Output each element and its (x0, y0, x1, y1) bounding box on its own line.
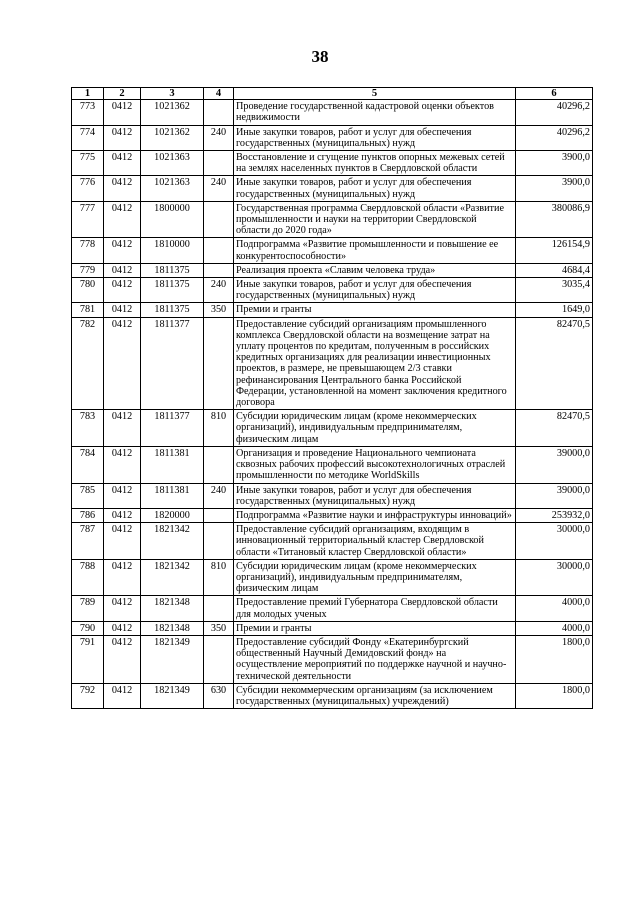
item-name: Государственная программа Свердловской области «Развитие промышленности и науки на территории Свердловской области до 2020 года» (234, 201, 516, 238)
row-number: 787 (72, 523, 104, 560)
amount: 39000,0 (516, 483, 593, 508)
section-code: 0412 (104, 100, 141, 125)
expense-type-code (204, 446, 234, 483)
table-row (72, 317, 593, 410)
expense-type-code (204, 100, 234, 125)
item-name: Организация и проведение Национального чемпионата сквозных рабочих профессий высокотехнологичных отраслей промышленности по методике WorldSkills (234, 446, 516, 483)
item-name: Предоставление премий Губернатора Свердловской области для молодых ученых (234, 596, 516, 621)
item-name: Подпрограмма «Развитие промышленности и повышение ее конкурентоспособности» (234, 238, 516, 263)
header-col-2: 2 (104, 88, 141, 100)
item-name: Премии и гранты (234, 621, 516, 635)
row-number: 784 (72, 446, 104, 483)
expense-type-code: 240 (204, 125, 234, 150)
section-code: 0412 (104, 508, 141, 522)
section-code: 0412 (104, 303, 141, 317)
table-row (72, 151, 593, 176)
amount: 3900,0 (516, 151, 593, 176)
table-row (72, 523, 593, 560)
header-col-6: 6 (516, 88, 593, 100)
amount: 40296,2 (516, 100, 593, 125)
item-name: Субсидии юридическим лицам (кроме некоммерческих организаций), индивидуальным предпринимателям, физическим лицам (234, 559, 516, 596)
table-row (72, 303, 593, 317)
expense-type-code: 810 (204, 410, 234, 447)
section-code: 0412 (104, 410, 141, 447)
section-code: 0412 (104, 238, 141, 263)
item-name: Восстановление и сгущение пунктов опорных межевых сетей на землях населенных пунктов в Свердловской области (234, 151, 516, 176)
section-code: 0412 (104, 559, 141, 596)
item-name: Иные закупки товаров, работ и услуг для обеспечения государственных (муниципальных) нужд (234, 483, 516, 508)
amount: 30000,0 (516, 523, 593, 560)
row-number: 781 (72, 303, 104, 317)
amount: 1800,0 (516, 683, 593, 708)
section-code: 0412 (104, 317, 141, 410)
target-code: 1811377 (141, 317, 204, 410)
section-code: 0412 (104, 278, 141, 303)
row-number: 774 (72, 125, 104, 150)
table-row (72, 100, 593, 125)
row-number: 789 (72, 596, 104, 621)
target-code: 1821342 (141, 523, 204, 560)
target-code: 1821348 (141, 621, 204, 635)
target-code: 1820000 (141, 508, 204, 522)
row-number: 791 (72, 635, 104, 683)
header-col-3: 3 (141, 88, 204, 100)
section-code: 0412 (104, 621, 141, 635)
target-code: 1811381 (141, 446, 204, 483)
row-number: 775 (72, 151, 104, 176)
amount: 82470,5 (516, 410, 593, 447)
table-row (72, 263, 593, 277)
section-code: 0412 (104, 483, 141, 508)
expense-type-code (204, 508, 234, 522)
expense-type-code: 630 (204, 683, 234, 708)
row-number: 785 (72, 483, 104, 508)
section-code: 0412 (104, 683, 141, 708)
table-header (72, 88, 593, 100)
amount: 1800,0 (516, 635, 593, 683)
target-code: 1021363 (141, 151, 204, 176)
header-col-1: 1 (72, 88, 104, 100)
expense-type-code (204, 263, 234, 277)
table-row (72, 635, 593, 683)
section-code: 0412 (104, 523, 141, 560)
expense-type-code: 240 (204, 483, 234, 508)
section-code: 0412 (104, 635, 141, 683)
item-name: Субсидии юридическим лицам (кроме некоммерческих организаций), индивидуальным предпринимателям, физическим лицам (234, 410, 516, 447)
section-code: 0412 (104, 176, 141, 201)
header-row (72, 88, 593, 100)
table-row (72, 410, 593, 447)
budget-table (71, 87, 593, 709)
amount: 4000,0 (516, 621, 593, 635)
target-code: 1800000 (141, 201, 204, 238)
table-row (72, 683, 593, 708)
target-code: 1811375 (141, 263, 204, 277)
item-name: Предоставление субсидий организациям промышленного комплекса Свердловской области на возмещение затрат на уплату процентов по кредитам, полученным в российских кредитных организациях для реализации инвестиционных проектов, в размере, не превышающем 2/3 ставки рефинансирования Центрального банка Российской Федерации, установленной на момент заключения кредитного договора (234, 317, 516, 410)
target-code: 1811375 (141, 303, 204, 317)
amount: 126154,9 (516, 238, 593, 263)
expense-type-code: 240 (204, 278, 234, 303)
target-code: 1810000 (141, 238, 204, 263)
amount: 253932,0 (516, 508, 593, 522)
amount: 380086,9 (516, 201, 593, 238)
row-number: 783 (72, 410, 104, 447)
target-code: 1821348 (141, 596, 204, 621)
section-code: 0412 (104, 263, 141, 277)
row-number: 790 (72, 621, 104, 635)
row-number: 773 (72, 100, 104, 125)
expense-type-code (204, 238, 234, 263)
table-row (72, 201, 593, 238)
amount: 40296,2 (516, 125, 593, 150)
target-code: 1021363 (141, 176, 204, 201)
item-name: Предоставление субсидий организациям, входящим в инновационный территориальный кластер Свердловской области «Титановый кластер Свердловской области» (234, 523, 516, 560)
table-row (72, 278, 593, 303)
expense-type-code: 240 (204, 176, 234, 201)
section-code: 0412 (104, 125, 141, 150)
table-row (72, 596, 593, 621)
row-number: 788 (72, 559, 104, 596)
amount: 3900,0 (516, 176, 593, 201)
amount: 82470,5 (516, 317, 593, 410)
row-number: 782 (72, 317, 104, 410)
target-code: 1821342 (141, 559, 204, 596)
amount: 3035,4 (516, 278, 593, 303)
expense-type-code (204, 596, 234, 621)
row-number: 778 (72, 238, 104, 263)
table-row (72, 125, 593, 150)
table-body (72, 100, 593, 709)
expense-type-code: 350 (204, 621, 234, 635)
amount: 39000,0 (516, 446, 593, 483)
item-name: Иные закупки товаров, работ и услуг для обеспечения государственных (муниципальных) нужд (234, 278, 516, 303)
row-number: 786 (72, 508, 104, 522)
amount: 4000,0 (516, 596, 593, 621)
table-row (72, 446, 593, 483)
header-col-5: 5 (234, 88, 516, 100)
table-row (72, 621, 593, 635)
table-row (72, 508, 593, 522)
row-number: 780 (72, 278, 104, 303)
section-code: 0412 (104, 446, 141, 483)
expense-type-code: 810 (204, 559, 234, 596)
item-name: Предоставление субсидий Фонду «Екатеринбургский общественный Научный Демидовский фонд» на осуществление мероприятий по поддержке научной и научно-технической деятельности (234, 635, 516, 683)
item-name: Проведение государственной кадастровой оценки объектов недвижимости (234, 100, 516, 125)
target-code: 1811377 (141, 410, 204, 447)
row-number: 792 (72, 683, 104, 708)
target-code: 1021362 (141, 100, 204, 125)
table-row (72, 559, 593, 596)
expense-type-code (204, 317, 234, 410)
table-row (72, 238, 593, 263)
item-name: Иные закупки товаров, работ и услуг для обеспечения государственных (муниципальных) нужд (234, 125, 516, 150)
expense-type-code (204, 635, 234, 683)
target-code: 1811381 (141, 483, 204, 508)
target-code: 1811375 (141, 278, 204, 303)
target-code: 1821349 (141, 635, 204, 683)
item-name: Субсидии некоммерческим организациям (за исключением государственных (муниципальных) учреждений) (234, 683, 516, 708)
amount: 4684,4 (516, 263, 593, 277)
item-name: Подпрограмма «Развитие науки и инфраструктуры инноваций» (234, 508, 516, 522)
expense-type-code (204, 523, 234, 560)
target-code: 1021362 (141, 125, 204, 150)
row-number: 779 (72, 263, 104, 277)
expense-type-code (204, 201, 234, 238)
page-number: 38 (311, 47, 329, 66)
section-code: 0412 (104, 201, 141, 238)
table-row (72, 483, 593, 508)
section-code: 0412 (104, 596, 141, 621)
amount: 1649,0 (516, 303, 593, 317)
expense-type-code (204, 151, 234, 176)
item-name: Реализация проекта «Славим человека труда» (234, 263, 516, 277)
section-code: 0412 (104, 151, 141, 176)
item-name: Премии и гранты (234, 303, 516, 317)
table-row (72, 176, 593, 201)
expense-type-code: 350 (204, 303, 234, 317)
header-col-4: 4 (204, 88, 234, 100)
target-code: 1821349 (141, 683, 204, 708)
amount: 30000,0 (516, 559, 593, 596)
row-number: 776 (72, 176, 104, 201)
row-number: 777 (72, 201, 104, 238)
item-name: Иные закупки товаров, работ и услуг для обеспечения государственных (муниципальных) нужд (234, 176, 516, 201)
